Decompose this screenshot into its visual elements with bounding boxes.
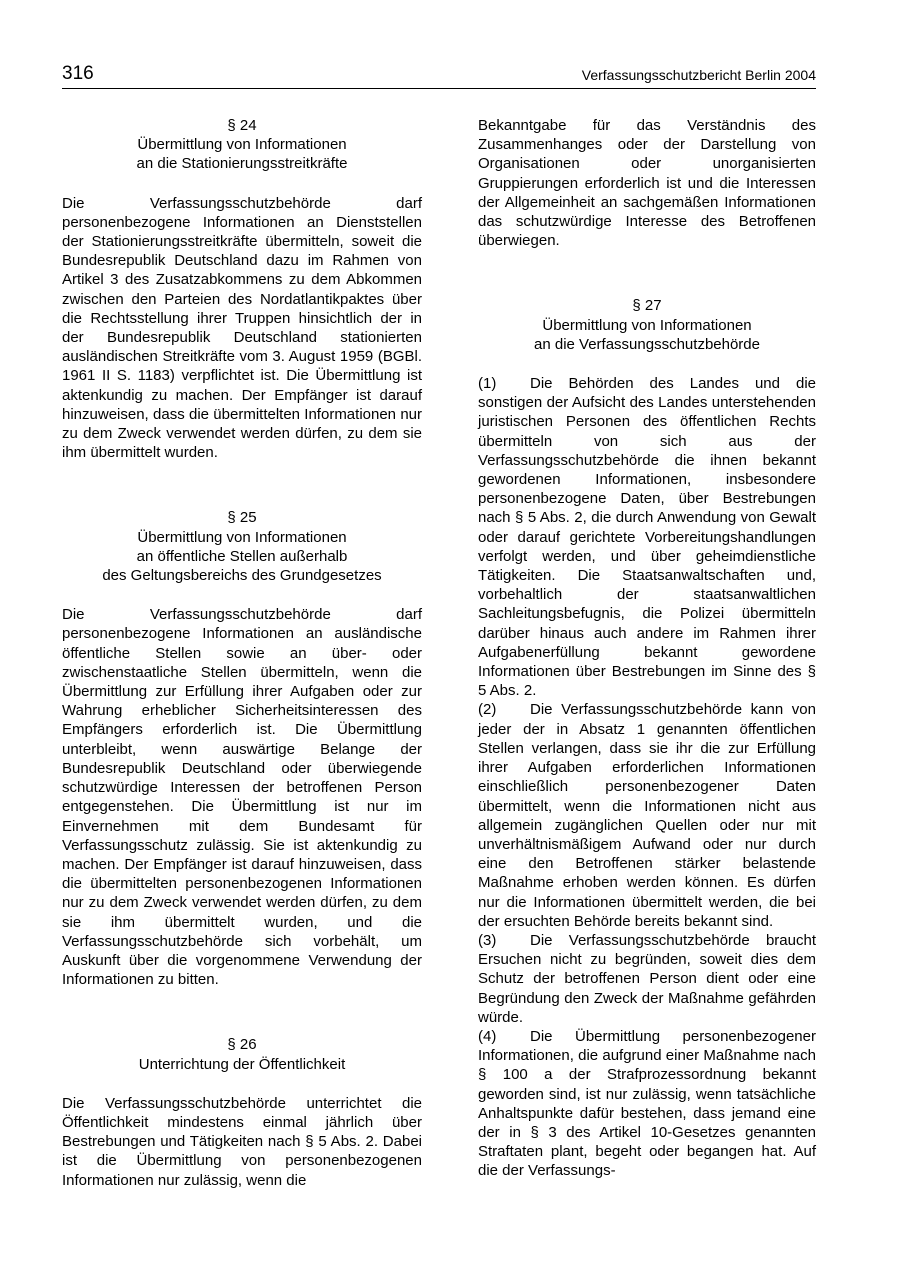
section-title-line: Übermittlung von Informationen — [137, 528, 347, 546]
page-header — [62, 62, 816, 89]
running-title: Verfassungsschutzbericht Berlin 2004 — [581, 67, 816, 83]
section-26-text: Die Verfassungsschutzbehörde unterrichtet die Öffentlichkeit mindestens einmal jährlich über Bestrebungen und Tätigkeiten nach § 5 Abs. 2. Dabei ist die Übermittlung von personenbezogenen Informationen nur zulässig, wenn die — [62, 1094, 422, 1189]
section-24-text: Die Verfassungsschutzbehörde darf personenbezogene Informationen an Dienststellen der Stationierungsstreitkräfte übermitteln, soweit die Bundesrepublik Deutschland dazu im Rahmen von Artikel 3 des Zusatzabkommens zu dem Abkommen zwischen den Parteien des Nordatlantikpaktes über die Rechtsstellung ihrer Truppen hinsichtlich der in der Bundesrepublik Deutschland stationierten ausländischen Streitkräfte vom 3. August 1959 (BGBl. 1961 II S. 1183) verpflichtet ist. Die Übermittlung ist aktenkundig zu machen. Der Empfänger ist darauf hinzuweisen, dass die übermittelten Informationen nur zu dem Zweck verwendet werden dürfen, zu dem sie ihm übermittelt wurden. — [62, 194, 422, 462]
paragraph-4 — [478, 1027, 816, 1181]
section-title-line: Unterrichtung der Öffentlichkeit — [138, 1055, 346, 1073]
paragraph-3 — [478, 931, 816, 1027]
section-24-heading — [62, 116, 422, 174]
section-number: § 25 — [227, 509, 257, 527]
section-26-heading — [62, 1035, 422, 1073]
section-title-line: an öffentliche Stellen außerhalb — [136, 547, 348, 565]
section-27-heading — [478, 296, 816, 354]
paragraph-text: Die Behörden des Landes und die sonstigen der Aufsicht des Landes unterstehenden juristischen Personen des öffentlichen Rechts übermitteln von sich aus der Verfassungsschutzbehörde die ihnen bekannt gewordenen Informationen, insbesondere personenbezogene Daten, über Bestrebungen nach § 5 Abs. 2, die durch Anwendung von Gewalt oder darauf gerichtete Vorbereitungshandlungen verfolgt werden, und über geheimdienstliche Tätigkeiten. Die Staatsanwaltschaften und, vorbehaltlich der staatsanwaltlichen Sachleitungsbefugnis, die Polizei übermitteln darüber hinaus auch andere im Rahmen ihrer Aufgabenerfüllung bekannt gewordene Informationen über Bestrebungen im Sinne des § 5 Abs. 2. — [478, 375, 816, 700]
paragraph-number: (4) — [478, 1027, 497, 1045]
section-number: § 24 — [227, 117, 257, 134]
page-number: 316 — [62, 63, 94, 84]
paragraph-1 — [478, 374, 816, 700]
section-title-line: des Geltungsbereichs des Grundgesetzes — [102, 567, 382, 585]
paragraph-number: (1) — [478, 375, 497, 393]
paragraph-number: (3) — [478, 931, 497, 949]
right-column — [478, 116, 816, 1181]
left-column — [62, 116, 422, 1190]
paragraph-number: (2) — [478, 701, 497, 719]
paragraph-text: Die Verfassungsschutzbehörde kann von jeder der in Absatz 1 genannten öffentlichen Stellen verlangen, dass sie ihr die zur Erfüllung ihrer Aufgaben erforderlichen Informationen einschließlich personenbezogener Daten übermittelt, wenn die Informationen nicht aus allgemein zugänglichen Quellen oder nur mit unverhältnismäßigem Aufwand oder nur durch eine den Betroffenen stärker belastende Maßnahme erhoben werden können. Es dürfen nur die Informationen übermittelt werden, die bei der ersuchten Behörde bereits bekannt sind. — [478, 701, 816, 930]
section-number: § 27 — [632, 297, 662, 315]
section-title-line: an die Verfassungsschutzbehörde — [534, 335, 760, 353]
paragraph-text: Die Übermittlung personenbezogener Informationen, die aufgrund einer Maßnahme nach § 100 a der Strafprozessordnung bekannt geworden sind, ist nur zulässig, wenn tatsächliche Anhaltspunkte dafür bestehen, dass jemand eine der in § 3 des Artikel 10-Gesetzes genannten Straftaten plant, begeht oder begangen hat. Auf die der Verfassungs- — [478, 1027, 816, 1180]
section-number: § 26 — [227, 1036, 257, 1054]
section-title-line: an die Stationierungsstreitkräfte — [136, 155, 348, 173]
section-title-line: Übermittlung von Informationen — [542, 316, 752, 334]
section-25-heading — [62, 508, 422, 585]
section-title-line: Übermittlung von Informationen — [137, 136, 347, 154]
section-25-text: Die Verfassungsschutzbehörde darf personenbezogene Informationen an ausländische öffentliche Stellen sowie an über- oder zwischenstaatliche Stellen übermitteln, wenn die Übermittlung zur Erfüllung ihrer Aufgaben oder zur Wahrung erheblicher Sicherheitsinteressen des Empfängers erforderlich ist. Die Übermittlung unterbleibt, wenn auswärtige Belange der Bundesrepublik Deutschland oder überwiegende schutzwürdige Interessen der betroffenen Person entgegenstehen. Die Übermittlung ist nur im Einvernehmen mit dem Bundesamt für Verfassungsschutz zulässig. Sie ist aktenkundig zu machen. Der Empfänger ist darauf hinzuweisen, dass die übermittelten personenbezogenen Informationen nur zu dem Zweck verwendet werden dürfen, zu dem sie ihm übermittelt wurden, und die Verfassungsschutzbehörde sich vorbehält, um Auskunft über die vorgenommene Verwendung der Informationen zu bitten. — [62, 606, 422, 989]
continuation-text: Bekanntgabe für das Verständnis des Zusammenhanges oder der Darstellung von Organisationen oder unorganisierten Gruppierungen erforderlich ist und die Interessen der Allgemeinheit an sachgemäßen Informationen das schutzwürdige Interesse des Betroffenen überwiegen. — [478, 117, 816, 250]
paragraph-text: Die Verfassungsschutzbehörde braucht Ersuchen nicht zu begründen, soweit dies dem Schutz der betroffenen Person dient oder eine Begründung den Zweck der Maßnahme gefährden würde. — [478, 931, 816, 1026]
paragraph-2 — [478, 700, 816, 930]
